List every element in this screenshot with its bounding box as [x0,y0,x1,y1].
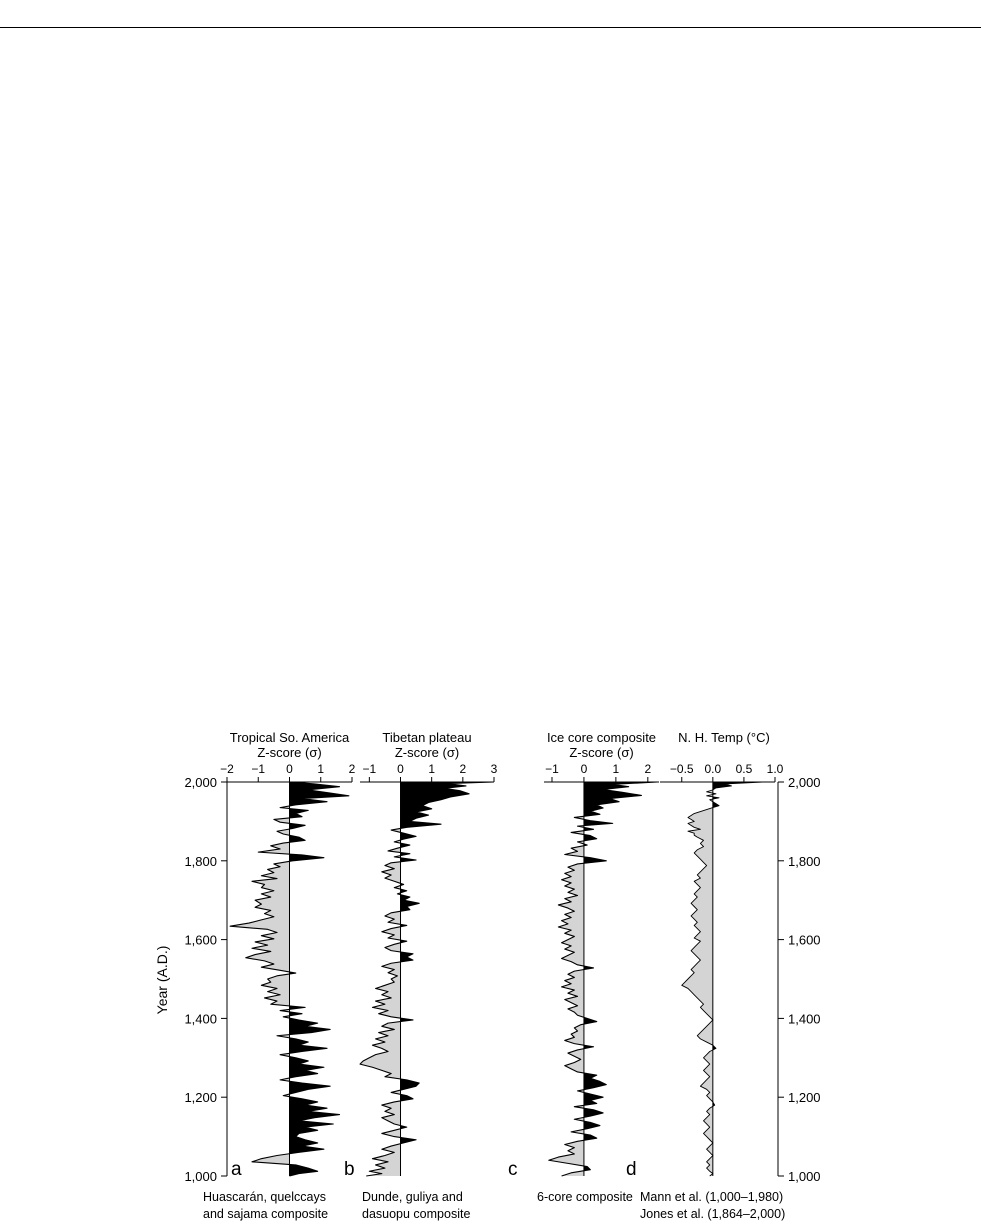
left-y-tick-label: 1,600 [184,932,217,948]
x-tick-label-b: 3 [490,762,498,776]
x-tick-label-a: −1 [251,762,266,776]
panel-subtitle-b: Z-score (σ) [394,745,460,760]
panel-d [626,730,785,1221]
x-tick-label-c: 1 [612,762,620,776]
panel-letter-c: c [508,1159,518,1180]
x-tick-label-a: 2 [348,762,356,776]
panel-c [508,730,659,1204]
panel-a [203,730,356,1221]
right-y-tick-label: 1,400 [788,1011,821,1027]
left-y-tick-label: 1,800 [184,853,217,869]
right-y-tick-label: 1,600 [788,932,821,948]
panel-title-a: Tropical So. America [229,730,350,745]
panels [184,730,820,1221]
panel-letter-a: a [231,1159,242,1180]
x-tick-label-d: 0.0 [704,762,722,776]
x-tick-label-a: 0 [286,762,293,776]
positive-fill-c [584,782,657,1171]
negative-fill-d [682,790,713,1176]
positive-fill-d [713,782,763,1106]
panel-subtitle-c: Z-score (σ) [569,745,634,760]
panel-title-d: N. H. Temp (°C) [678,730,770,745]
x-tick-label-a: 1 [317,762,325,776]
x-tick-label-c: 2 [644,762,652,776]
x-tick-label-b: −1 [362,762,377,776]
right-y-tick-label: 1,000 [788,1169,821,1184]
panel-subtitle-a: Z-score (σ) [257,745,322,760]
negative-fill-a [230,806,289,1165]
series-line-c [549,782,658,1176]
panel-b [344,730,498,1221]
x-tick-label-c: 0 [580,762,588,776]
x-tick-label-b: 2 [459,762,467,776]
right-y-tick-label: 1,800 [788,853,821,869]
x-tick-label-c: −1 [545,762,559,776]
panel-caption-d: Mann et al. (1,000–1,980) [640,1190,784,1204]
right-y-tick-label: 2,000 [788,775,821,790]
panel-caption-2-d: Jones et al. (1,864–2,000) [640,1207,786,1221]
x-tick-label-d: 1.0 [766,762,784,776]
series-line-b [360,782,494,1176]
panel-caption-a: Huascarán, quelccays [203,1190,326,1204]
y-axis-label: Year (A.D.) [154,945,170,1015]
panel-title-b: Tibetan plateau [382,730,472,745]
left-y-tick-label: 1,400 [184,1011,217,1027]
left-y-tick-label: 1,000 [184,1169,217,1184]
left-y-tick-label: 1,200 [184,1090,217,1106]
year-axis-left [184,775,227,1184]
panel-letter-b: b [344,1159,355,1180]
right-y-tick-label: 1,200 [788,1090,821,1106]
panel-caption-2-a: and sajama composite [203,1207,329,1221]
panel-title-c: Ice core composite [546,730,657,745]
panel-letter-d: d [626,1159,637,1180]
x-tick-label-a: −2 [220,762,234,776]
panel-caption-c: 6-core composite [537,1190,633,1204]
x-tick-label-b: 0 [397,762,404,776]
x-tick-label-b: 1 [428,762,436,776]
x-tick-label-d: 0.5 [735,762,753,776]
left-y-tick-label: 2,000 [184,775,217,790]
year-axis-right [778,775,821,1184]
panel-caption-b: Dunde, guliya and [362,1190,463,1204]
panel-caption-2-b: dasuopu composite [362,1207,471,1221]
negative-fill-c [549,816,584,1176]
x-tick-label-d: −0.5 [669,762,694,776]
